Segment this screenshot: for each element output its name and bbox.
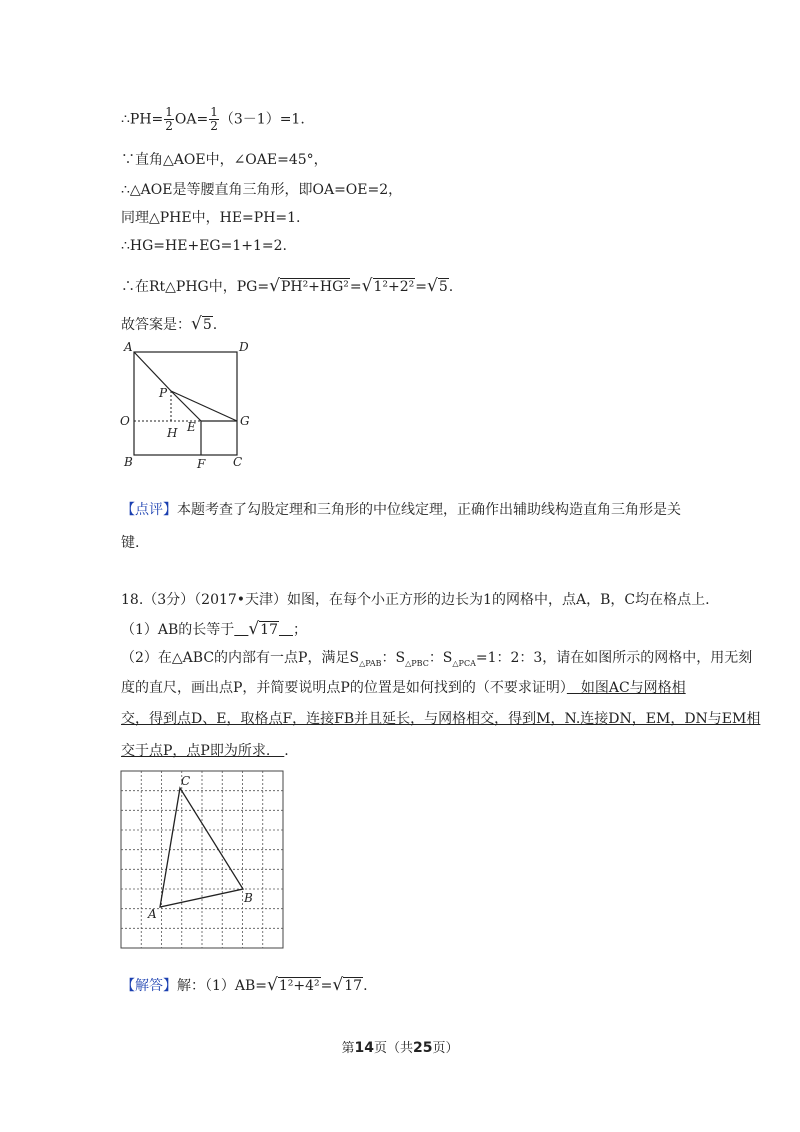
label-b: B xyxy=(124,455,133,469)
solution-line: ∴△AOE是等腰直角三角形，即OA=OE=2， xyxy=(121,182,403,198)
sqrt-expression: √1²+4² xyxy=(267,975,320,995)
question-part-2-end xyxy=(121,741,289,761)
text-segment: = xyxy=(349,279,362,295)
text-segment: ∴在Rt△PHG中，PG= xyxy=(121,279,270,295)
text-segment: 页（共 xyxy=(373,1041,413,1056)
label-d: D xyxy=(239,340,249,354)
radicand: 1²+2² xyxy=(373,279,415,295)
answer-blank xyxy=(234,619,293,639)
label-a: A xyxy=(148,907,157,921)
answer-tag: 【解答】 xyxy=(121,978,177,994)
text-segment: （1）AB的长等于 xyxy=(121,622,235,638)
segment-pe xyxy=(171,391,201,421)
label-c: C xyxy=(233,455,243,469)
radicand: PH²+HG² xyxy=(280,279,349,295)
text-segment: ； xyxy=(292,622,307,638)
text-segment: = xyxy=(320,978,333,994)
grid-lines xyxy=(121,771,283,948)
page-number: 14 xyxy=(354,1040,374,1056)
comment-tag: 【点评】 xyxy=(121,502,177,518)
answer-text: 交于点P，点P即为所求. xyxy=(121,743,285,759)
text-segment: 页） xyxy=(432,1041,459,1056)
subscript: △PBC xyxy=(405,658,429,668)
solution-line-pg xyxy=(121,276,453,297)
text-segment: ：S xyxy=(381,650,406,666)
blank-fill: ＿ xyxy=(278,622,293,638)
label-a: A xyxy=(124,340,133,354)
text-segment: OA= xyxy=(174,111,209,128)
text-segment: 故答案是： xyxy=(121,317,191,333)
solution-line: ∵直角△AOE中，∠OAE=45°， xyxy=(121,152,328,168)
numerator: 1 xyxy=(210,105,218,119)
text-segment: = xyxy=(415,279,428,295)
solution-line: 同理△PHE中，HE=PH=1. xyxy=(121,210,301,226)
answer-line xyxy=(121,314,217,335)
text-segment: （2）在△ABC的内部有一点P，满足S xyxy=(121,650,360,666)
label-b: B xyxy=(244,891,253,905)
sqrt-expression: √5 xyxy=(191,314,212,334)
subscript: △PCA xyxy=(452,658,476,668)
denominator: 2 xyxy=(210,119,218,133)
label-g: G xyxy=(240,414,250,428)
fraction xyxy=(164,106,174,133)
question-stem: 18.（3分）（2017•天津）如图，在每个小正方形的边长为1的网格中，点A，B，C均在格点上. xyxy=(121,592,710,608)
blank-fill: ＿ xyxy=(234,622,249,638)
radicand: 17 xyxy=(260,622,278,638)
question-part-1 xyxy=(121,619,307,640)
label-e: E xyxy=(187,420,196,434)
solution-line-ph xyxy=(121,106,305,133)
question-part-2-cont xyxy=(121,678,686,698)
text-segment: 度的直尺，画出点P，并简要说明点P的位置是如何找到的（不要求证明） xyxy=(121,680,567,696)
subscript: △PAB xyxy=(359,658,382,668)
sqrt-expression: √17 xyxy=(248,619,278,639)
comment-text: 本题考查了勾股定理和三角形的中位线定理，正确作出辅助线构造直角三角形是关 xyxy=(177,502,681,518)
radicand: 5 xyxy=(438,279,448,295)
radicand: 17 xyxy=(344,978,363,994)
comment-line xyxy=(121,500,681,520)
comment-line: 键. xyxy=(121,535,140,551)
text-segment: （3－1）=1. xyxy=(219,111,305,128)
text-segment: 解：（1）AB= xyxy=(177,978,268,994)
geometry-figure-square xyxy=(115,335,255,475)
label-p: P xyxy=(159,386,168,400)
text-segment: . xyxy=(284,743,289,759)
radicand: 5 xyxy=(202,317,212,333)
label-o: O xyxy=(120,414,130,428)
segment-pg xyxy=(171,391,237,421)
label-h: H xyxy=(167,426,178,440)
sqrt-expression: √PH²+HG² xyxy=(269,276,349,296)
text-segment: ∴PH= xyxy=(121,111,164,128)
page-footer xyxy=(0,1037,800,1056)
sqrt-expression: √5 xyxy=(427,276,448,296)
text-segment: 第 xyxy=(341,1041,355,1056)
text-segment: =1：2：3，请在如图所示的网格中，用无刻 xyxy=(475,650,753,666)
answer-text: 如图AC与网格相 xyxy=(566,680,686,696)
answer-text: 交，得到点D、E，取格点F，连接FB并且延长，与网格相交，得到M，N.连接DN，EM，DN与EM相 xyxy=(121,711,761,727)
fraction xyxy=(209,106,219,133)
label-c: C xyxy=(181,774,191,788)
text-segment: . xyxy=(363,978,368,994)
solution-line: ∴HG=HE+EG=1+1=2. xyxy=(121,238,287,254)
text-segment: ：S xyxy=(428,650,453,666)
answer-line-18 xyxy=(121,975,368,996)
question-part-2 xyxy=(121,648,752,674)
text-segment: . xyxy=(448,279,454,295)
sqrt-expression: √1²+2² xyxy=(361,276,415,296)
radicand: 1²+4² xyxy=(278,978,320,994)
numerator: 1 xyxy=(165,105,173,119)
text-segment: . xyxy=(212,317,218,333)
label-f: F xyxy=(197,457,206,471)
sqrt-expression: √17 xyxy=(332,975,363,995)
total-pages: 25 xyxy=(413,1040,433,1056)
denominator: 2 xyxy=(165,119,173,133)
grid-figure-triangle xyxy=(115,765,290,955)
